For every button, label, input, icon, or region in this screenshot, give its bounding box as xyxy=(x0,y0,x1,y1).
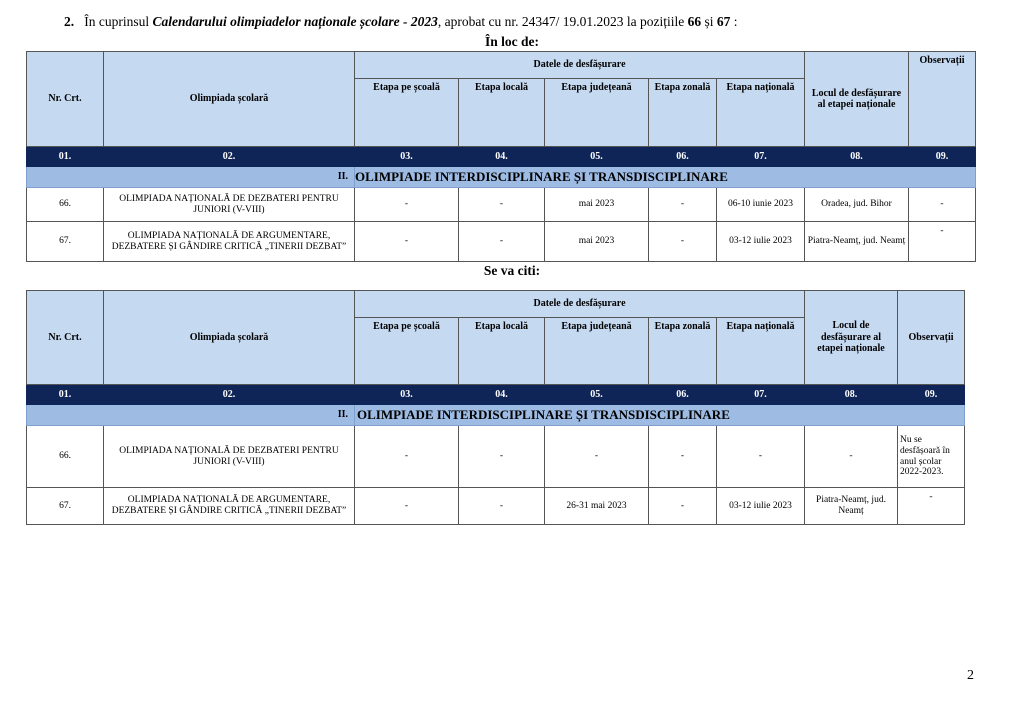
col-number: 05. xyxy=(545,385,649,405)
row-zonala: - xyxy=(649,426,717,488)
row-locul: Oradea, jud. Bihor xyxy=(805,188,909,222)
row-scoala: - xyxy=(355,188,459,222)
section-roman: II. xyxy=(27,167,355,188)
header-olimpiada: Olimpiada școlară xyxy=(104,291,355,385)
col-number: 04. xyxy=(459,147,545,167)
row-nationala: - xyxy=(717,426,805,488)
header-datele: Datele de desfășurare xyxy=(355,291,805,318)
row-zonala: - xyxy=(649,222,717,262)
header-etapa-nationala: Etapa națională xyxy=(717,79,805,147)
col-number: 08. xyxy=(805,147,909,167)
col-number: 04. xyxy=(459,385,545,405)
col-number: 05. xyxy=(545,147,649,167)
section-roman: II. xyxy=(27,405,355,426)
header-etapa-scoala: Etapa pe școală xyxy=(355,318,459,385)
header-etapa-zonala: Etapa zonală xyxy=(649,79,717,147)
row-obs: Nu se desfășoară în anul școlar 2022-2023. xyxy=(898,426,965,488)
header-observatii: Observații xyxy=(898,291,965,385)
page-number: 2 xyxy=(967,668,974,683)
row-zonala: - xyxy=(649,188,717,222)
col-number: 09. xyxy=(909,147,976,167)
row-name: OLIMPIADA NAȚIONALĂ DE DEZBATERI PENTRU JUNIORI (V-VIII) xyxy=(104,426,355,488)
col-number: 01. xyxy=(27,385,104,405)
row-locala: - xyxy=(459,222,545,262)
row-locala: - xyxy=(459,188,545,222)
row-locala: - xyxy=(459,488,545,525)
row-nr: 67. xyxy=(27,222,104,262)
row-zonala: - xyxy=(649,488,717,525)
row-scoala: - xyxy=(355,426,459,488)
col-number: 06. xyxy=(649,385,717,405)
header-nr: Nr. Crt. xyxy=(27,291,104,385)
col-number: 06. xyxy=(649,147,717,167)
label-read: Se va citi: xyxy=(483,263,541,278)
position-67: 67 xyxy=(716,14,731,29)
col-number: 08. xyxy=(805,385,898,405)
col-number: 07. xyxy=(717,147,805,167)
header-etapa-locala: Etapa locală xyxy=(459,79,545,147)
col-number: 02. xyxy=(104,147,355,167)
intro-text-4: : xyxy=(730,14,738,29)
header-etapa-judeteana: Etapa județeană xyxy=(545,318,649,385)
intro-text-1: În cuprinsul xyxy=(84,14,153,29)
row-nr: 66. xyxy=(27,188,104,222)
header-etapa-nationala: Etapa națională xyxy=(717,318,805,385)
row-nr: 66. xyxy=(27,426,104,488)
row-obs: - xyxy=(909,222,976,262)
row-locul: - xyxy=(805,426,898,488)
col-number: 01. xyxy=(27,147,104,167)
label-instead: În loc de: xyxy=(485,34,539,49)
row-nationala: 03-12 iulie 2023 xyxy=(717,488,805,525)
section-title: OLIMPIADE INTERDISCIPLINARE ȘI TRANSDISCIPLINARE xyxy=(355,167,976,188)
row-scoala: - xyxy=(355,488,459,525)
header-locul: Locul de desfășurare al etapei naționale xyxy=(805,291,898,385)
row-locul: Piatra-Neamț, jud. Neamț xyxy=(805,222,909,262)
col-number: 09. xyxy=(898,385,965,405)
table-read xyxy=(26,290,965,525)
position-66: 66 xyxy=(687,14,702,29)
header-observatii: Observații xyxy=(909,52,976,147)
row-judeteana: mai 2023 xyxy=(545,222,649,262)
table-instead xyxy=(26,51,976,262)
col-number: 07. xyxy=(717,385,805,405)
header-etapa-judeteana: Etapa județeană xyxy=(545,79,649,147)
row-locala: - xyxy=(459,426,545,488)
row-scoala: - xyxy=(355,222,459,262)
header-nr: Nr. Crt. xyxy=(27,52,104,147)
header-datele: Datele de desfășurare xyxy=(355,52,805,79)
header-etapa-locala: Etapa locală xyxy=(459,318,545,385)
header-olimpiada: Olimpiada școlară xyxy=(104,52,355,147)
item-number: 2. xyxy=(64,14,75,29)
intro-paragraph xyxy=(64,14,738,30)
row-judeteana: 26-31 mai 2023 xyxy=(545,488,649,525)
header-etapa-scoala: Etapa pe școală xyxy=(355,79,459,147)
row-nationala: 03-12 iulie 2023 xyxy=(717,222,805,262)
intro-text-2: , aprobat cu nr. 24347/ 19.01.2023 la pozițiile xyxy=(437,14,688,29)
col-number: 03. xyxy=(355,147,459,167)
section-title: OLIMPIADE INTERDISCIPLINARE ȘI TRANSDISCIPLINARE xyxy=(355,405,965,426)
col-number: 03. xyxy=(355,385,459,405)
row-locul: Piatra-Neamț, jud. Neamț xyxy=(805,488,898,525)
row-judeteana: - xyxy=(545,426,649,488)
row-name: OLIMPIADA NAȚIONALĂ DE DEZBATERI PENTRU JUNIORI (V-VIII) xyxy=(104,188,355,222)
row-name: OLIMPIADA NAȚIONALĂ DE ARGUMENTARE, DEZBATERE ȘI GÂNDIRE CRITICĂ „TINERII DEZBAT” xyxy=(104,222,355,262)
intro-text-3: și xyxy=(701,14,717,29)
row-obs: - xyxy=(909,188,976,222)
header-locul: Locul de desfășurare al etapei naționale xyxy=(805,52,909,147)
header-etapa-zonala: Etapa zonală xyxy=(649,318,717,385)
row-nr: 67. xyxy=(27,488,104,525)
col-number: 02. xyxy=(104,385,355,405)
row-judeteana: mai 2023 xyxy=(545,188,649,222)
row-nationala: 06-10 iunie 2023 xyxy=(717,188,805,222)
row-obs: - xyxy=(898,488,965,525)
calendar-title: Calendarului olimpiadelor naționale școlare - 2023 xyxy=(152,14,438,29)
row-name: OLIMPIADA NAȚIONALĂ DE ARGUMENTARE, DEZBATERE ȘI GÂNDIRE CRITICĂ „TINERII DEZBAT” xyxy=(104,488,355,525)
